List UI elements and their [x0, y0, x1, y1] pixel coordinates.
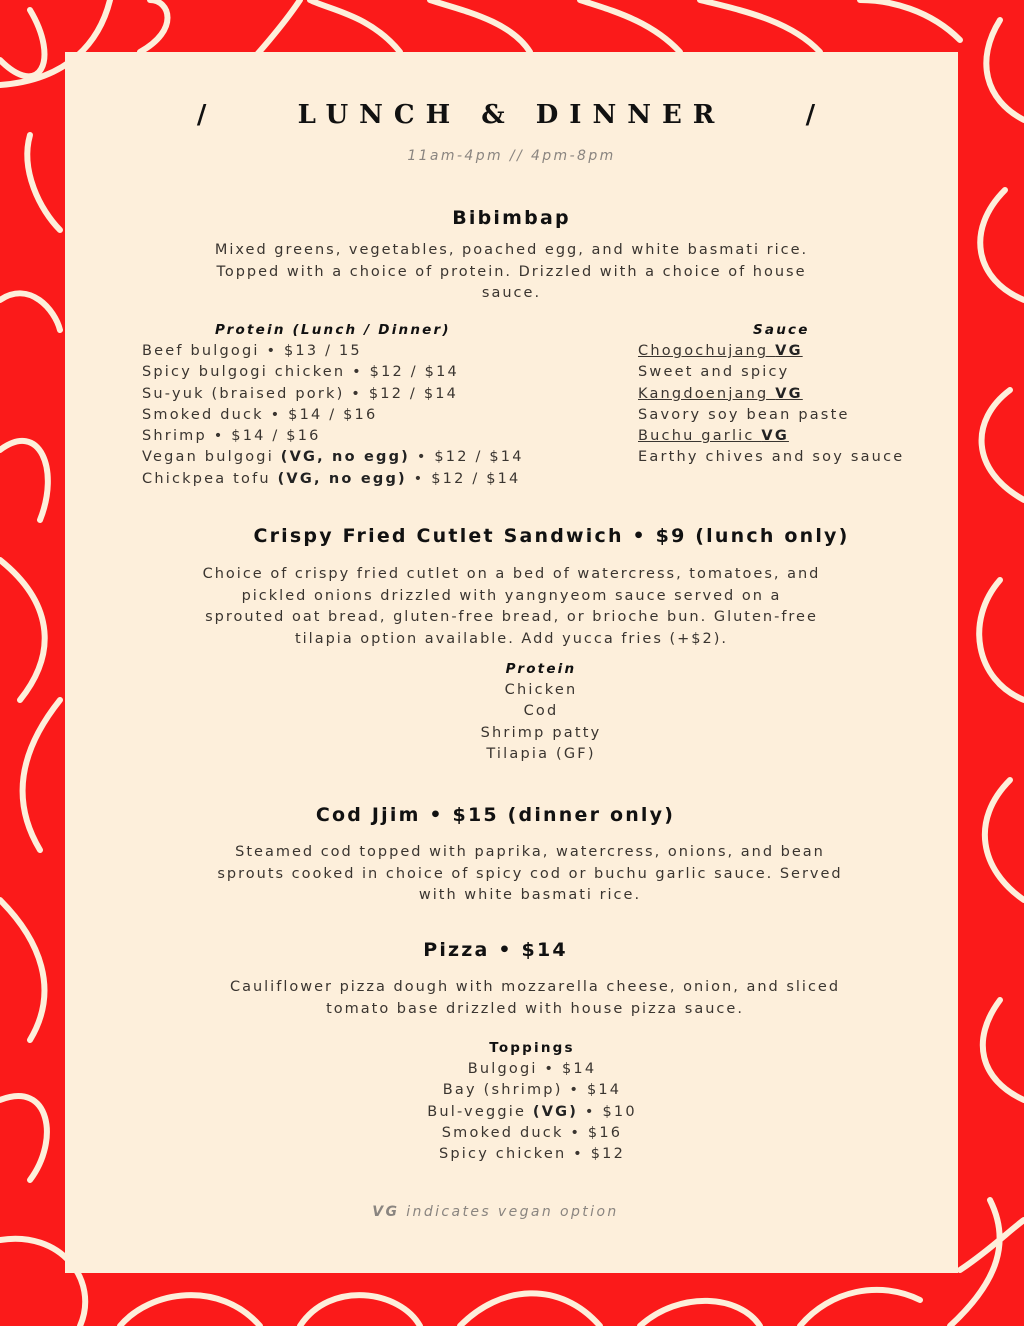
vegan-tag: (VG, no egg) [277, 470, 407, 487]
protein-item: Vegan bulgogi (VG, no egg) • $12 / $14 [142, 449, 524, 466]
protein-item: Shrimp patty [480, 724, 602, 741]
menu-panel [65, 52, 958, 1273]
sauce-description: Earthy chives and soy sauce [638, 449, 905, 466]
vegan-tag: VG [775, 343, 803, 359]
cod-jjim-heading: Cod Jjim • $15 (dinner only) [315, 804, 676, 826]
protein-item: Beef bulgogi • $13 / 15 [142, 343, 362, 359]
bibimbap-sauce-heading: Sauce [753, 322, 810, 338]
service-hours: 11am-4pm // 4pm-8pm [407, 148, 616, 164]
sauce-name: Chogochujang VG [638, 343, 803, 359]
topping-item: Bay (shrimp) • $14 [442, 1082, 622, 1099]
protein-item: Chicken [504, 682, 578, 698]
bibimbap-protein-heading: Protein (Lunch / Dinner) [215, 322, 451, 338]
topping-item: Bulgogi • $14 [467, 1061, 597, 1077]
pizza-description: Cauliflower pizza dough with mozzarella cheese, onion, and sliced tomato base drizzled with house pizza sauce. [229, 979, 841, 1017]
bibimbap-sauce-list [638, 341, 904, 469]
vegan-tag: VG [775, 385, 803, 402]
protein-item: Shrimp • $14 / $16 [142, 428, 321, 445]
pizza-toppings-heading: Toppings [489, 1040, 575, 1056]
sauce-name: Buchu garlic VG [638, 428, 789, 445]
bibimbap-protein-list [142, 341, 524, 490]
cutlet-sandwich-description: Choice of crispy fried cutlet on a bed of watercress, tomatoes, and pickled onions drizzled with yangnyeom sauce served on a sprouted oat bread, gluten-free bread, or brioche bun. Gluten-free tilapia option available. Add yucca fries (+$2). [202, 566, 821, 647]
vegan-legend-note: VG indicates vegan option [372, 1204, 619, 1220]
cutlet-sandwich-heading: Crispy Fried Cutlet Sandwich • $9 (lunch only) [253, 525, 850, 547]
protein-item: Cod [523, 703, 559, 720]
protein-item: Spicy bulgogi chicken • $12 / $14 [142, 364, 459, 381]
protein-item: Tilapia (GF) [486, 745, 596, 762]
pizza-toppings-list [65, 1059, 999, 1165]
cod-jjim-description: Steamed cod topped with paprika, watercress, onions, and bean sprouts cooked in choice of spicy cod or buchu garlic sauce. Served with white basmati rice. [217, 844, 843, 903]
vegan-legend-label: VG [372, 1204, 400, 1220]
vegan-tag: (VG) [532, 1103, 579, 1120]
topping-item: Bul-veggie (VG) • $10 [427, 1103, 637, 1120]
bibimbap-heading: Bibimbap [452, 207, 571, 229]
cutlet-protein-heading: Protein [505, 661, 577, 677]
menu-title: / LUNCH & DINNER / [196, 100, 827, 130]
protein-item: Smoked duck • $14 / $16 [142, 406, 378, 423]
protein-item: Chickpea tofu (VG, no egg) • $12 / $14 [142, 470, 521, 487]
bibimbap-description: Mixed greens, vegetables, poached egg, and white basmati rice. Topped with a choice of protein. Drizzled with a choice of house sauce. [214, 242, 809, 301]
protein-item: Su-yuk (braised pork) • $12 / $14 [142, 385, 459, 402]
topping-item: Spicy chicken • $12 [438, 1146, 625, 1163]
topping-item: Smoked duck • $16 [441, 1124, 623, 1141]
sauce-description: Savory soy bean paste [638, 406, 850, 423]
pizza-heading: Pizza • $14 [423, 939, 568, 961]
vegan-tag: VG [761, 428, 789, 445]
cutlet-protein-list [65, 680, 1017, 765]
sauce-name: Kangdoenjang VG [638, 385, 803, 402]
vegan-tag: (VG, no egg) [280, 449, 411, 466]
sauce-description: Sweet and spicy [638, 364, 790, 381]
